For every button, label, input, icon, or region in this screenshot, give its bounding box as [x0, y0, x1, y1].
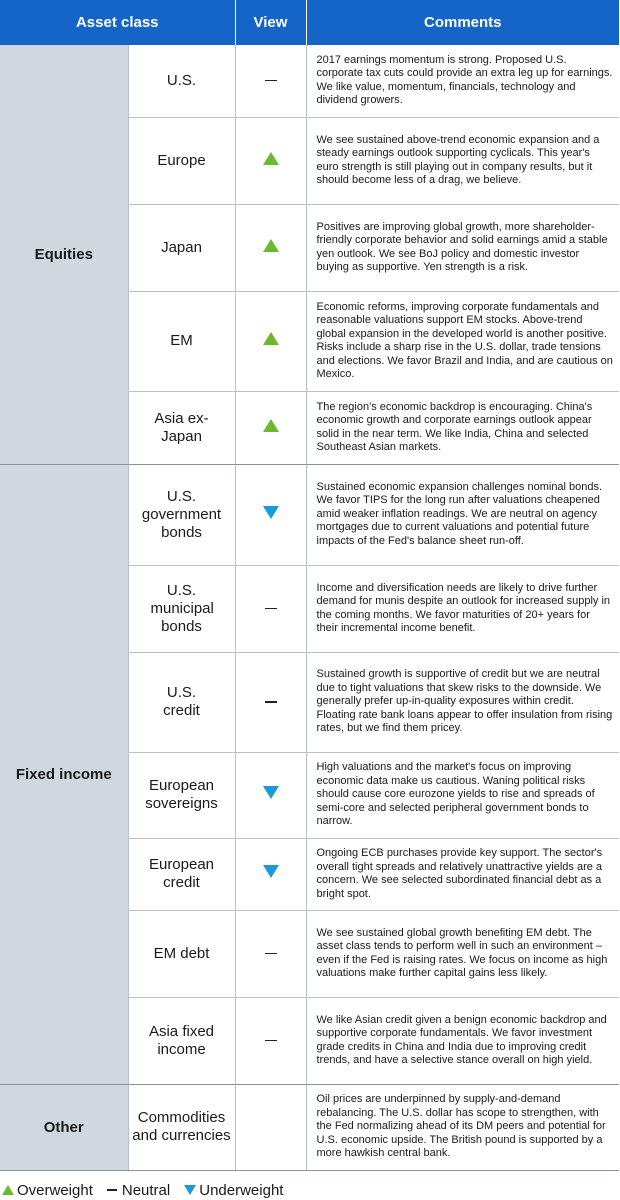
comment-text: 2017 earnings momentum is strong. Proposed U.S. corporate tax cuts could provide an extra leg up for earnings. We like value, momentum, financials, technology and dividend growers. [306, 45, 619, 117]
asset-name: Asia ex-Japan [128, 391, 235, 464]
view-cell [235, 1084, 306, 1170]
comment-text: Sustained economic expansion challenges nominal bonds. We favor TIPS for the long run after valuations cheapened amid weaker inflation readings. We are neutral on agency mortgages due to current valuations and potential future impacts of the Fed's balance sheet run-off. [306, 464, 619, 565]
asset-name: Japan [128, 204, 235, 291]
comment-text: Oil prices are underpinned by supply-and-demand rebalancing. The U.S. dollar has scope to strengthen, with the Fed normalizing ahead of its DM peers and potential for U.S. economic upside. The British pound is supported by a more hawkish central bank. [306, 1084, 619, 1170]
neutral-icon [265, 80, 277, 82]
comments-header: Comments [306, 0, 619, 45]
legend-neutral-label: Neutral [121, 1181, 171, 1199]
underweight-icon [263, 786, 279, 799]
comment-text: Income and diversification needs are likely to drive further demand for munis despite an outlook for increased supply in the coming months. We favor maturities of 20+ years for their incremental income benefit. [306, 565, 619, 652]
view-header: View [235, 0, 306, 45]
table-row [0, 1084, 619, 1170]
neutral-icon [107, 1189, 117, 1191]
group-label-fixed-income: Fixed income [0, 464, 128, 1084]
view-cell [235, 464, 306, 565]
comment-text: Ongoing ECB purchases provide key support. The sector's overall tight spreads and relatively unattractive yields are a concern. We see selected subordinated financial debt as a bright spot. [306, 838, 619, 910]
overweight-icon [263, 419, 279, 432]
asset-name: U.S. municipal bonds [128, 565, 235, 652]
view-cell [235, 45, 306, 117]
asset-name: European credit [128, 838, 235, 910]
table-row [0, 464, 619, 565]
comment-text: The region's economic backdrop is encouraging. China's economic growth and corporate earnings outlook appear solid in the near term. We like India, China and selected Southeast Asian markets. [306, 391, 619, 464]
overweight-icon [263, 239, 279, 252]
neutral-icon [265, 953, 277, 955]
group-label-other: Other [0, 1084, 128, 1170]
asset-name: EM debt [128, 910, 235, 997]
underweight-icon [263, 506, 279, 519]
view-cell [235, 910, 306, 997]
asset-name: Commodities and currencies [128, 1084, 235, 1170]
view-cell [235, 291, 306, 391]
asset-name: U.S. credit [128, 652, 235, 752]
neutral-icon [265, 1040, 277, 1042]
legend-overweight [2, 1182, 93, 1199]
neutral-icon [265, 608, 277, 610]
view-cell [235, 838, 306, 910]
comment-text: Economic reforms, improving corporate fundamentals and reasonable valuations support EM stocks. Above-trend global expansion in the developed world is another positive. Risks include a sharp rise in the U.S. dollar, trade tensions and elections. We favor Brazil and India, and are cautious on Mexico. [306, 291, 619, 391]
asset-name: U.S. [128, 45, 235, 117]
asset-class-header: Asset class [0, 0, 235, 45]
asset-name: U.S. government bonds [128, 464, 235, 565]
comment-text: We see sustained global growth benefiting EM debt. The asset class tends to perform well in such an environment – even if the Fed is raising rates. We focus on income as high valuations make further capital gains less likely. [306, 910, 619, 997]
comment-text: High valuations and the market's focus on improving economic data make us cautious. Waning political risks should cause core eurozone yields to rise and spreads of semi-core and selected peripheral government bonds to narrow. [306, 752, 619, 838]
table-header-row [0, 0, 619, 45]
legend-overweight-label: Overweight [17, 1181, 93, 1199]
overweight-icon [263, 332, 279, 345]
view-cell [235, 652, 306, 752]
view-cell [235, 997, 306, 1084]
underweight-icon [184, 1185, 196, 1195]
underweight-icon [263, 865, 279, 878]
legend-underweight-label: Underweight [199, 1181, 284, 1199]
group-label-equities: Equities [0, 45, 128, 464]
legend-underweight [184, 1182, 283, 1199]
asset-name: EM [128, 291, 235, 391]
asset-name: European sovereigns [128, 752, 235, 838]
overweight-icon [2, 1185, 14, 1195]
table-row [0, 45, 619, 117]
comment-text: Sustained growth is supportive of credit but we are neutral due to tight valuations that skew risks to the downside. We generally prefer up-in-quality exposures within credit. Floating rate bank loans appear to offer insulation from rising rates, but we find them pricey. [306, 652, 619, 752]
view-cell [235, 391, 306, 464]
view-cell [235, 117, 306, 204]
asset-name: Asia fixed income [128, 997, 235, 1084]
legend [2, 1180, 297, 1200]
view-cell [235, 752, 306, 838]
overweight-icon [263, 152, 279, 165]
comment-text: Positives are improving global growth, more shareholder-friendly corporate behavior and solid earnings amid a stable yen outlook. We see BoJ policy and domestic investor buying as supportive. Yen strength is a risk. [306, 204, 619, 291]
neutral-icon [265, 701, 277, 703]
asset-name: Europe [128, 117, 235, 204]
view-cell [235, 565, 306, 652]
view-cell [235, 204, 306, 291]
legend-neutral [107, 1182, 170, 1199]
comment-text: We see sustained above-trend economic expansion and a steady earnings outlook supporting cyclicals. This year's euro strength is still playing out in company results, but it should become less of a drag, we believe. [306, 117, 619, 204]
comment-text: We like Asian credit given a benign economic backdrop and supportive corporate fundamentals. We favor investment grade credits in China and India due to improving credit trends, and have a selective stance overall on high yield. [306, 997, 619, 1084]
